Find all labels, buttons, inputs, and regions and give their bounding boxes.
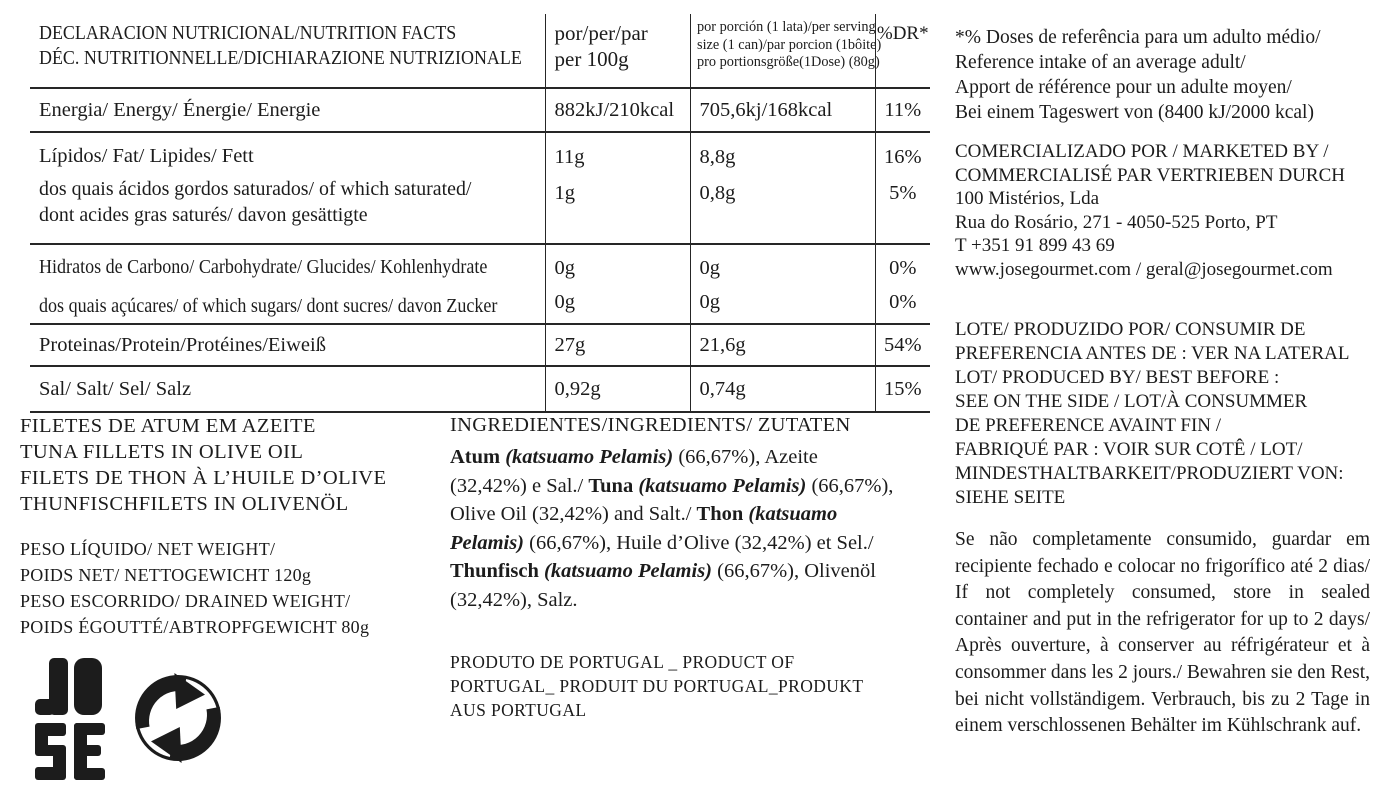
fat-serving: 8,8g — [699, 146, 736, 168]
ingredient-segment: (katsuamo Pelamis) — [544, 560, 712, 583]
protein-serving: 21,6g — [690, 324, 875, 366]
saturated-per100: 1g — [554, 182, 575, 204]
protein-row — [30, 324, 930, 366]
fat-dr: 16% — [883, 146, 922, 168]
product-name-fr: FILETS DE THON À L’HUILE D’OLIVE — [20, 467, 387, 489]
fat-per100: 11g — [554, 146, 585, 168]
table-title-cell — [30, 14, 545, 88]
table-title-line1: DECLARACION NUTRICIONAL/NUTRITION FACTS — [39, 23, 457, 44]
col-header-dr-percent: %DR* — [875, 14, 930, 88]
marketed-by-block: COMERCIALIZADO POR / MARKETED BY / COMMERCIALISÉ PAR VERTRIEBEN DURCH 100 Mistérios, Lda Rua do Rosário, 271 - 4050-525 Porto, PT T +351 91 899 43 69 www.josegourmet.com / geral@josegourmet.com — [955, 141, 1345, 280]
protein-per100: 27g — [545, 324, 690, 366]
product-name-pt: FILETES DE ATUM EM AZEITE — [20, 415, 316, 437]
carbs-label: Hidratos de Carbono/ Carbohydrate/ Glucides/ Kohlenhydrate — [39, 256, 488, 278]
energy-label: Energia/ Energy/ Énergie/ Energie — [30, 88, 545, 132]
fat-sublabel: dos quais ácidos gordos saturados/ of which saturated/ dont acides gras saturés/ davon gesättigte — [39, 178, 472, 226]
table-title-line2: DÉC. NUTRITIONNELLE/DICHIARAZIONE NUTRIZIONALE — [39, 47, 522, 69]
lot-best-before-block: LOTE/ PRODUZIDO POR/ CONSUMIR DE PREFERENCIA ANTES DE : VER NA LATERAL LOT/ PRODUCED BY/ BEST BEFORE : SEE ON THE SIDE / LOT/À CONSUMMER DE PREFERENCE AVAINT FIN / FABRIQUÉ PAR : VOIR SUR COTÊ / LOT/ MINDESTHALTBARKEIT/PRODUZIERT VON: SIEHE SEITE — [955, 319, 1350, 508]
ingredient-segment: Thunfisch — [450, 560, 545, 583]
ingredient-segment: Thon — [696, 503, 749, 526]
product-name-de: THUNFISCHFILETS IN OLIVENÖL — [20, 493, 349, 515]
protein-label: Proteinas/Protein/Protéines/Eiweiß — [30, 324, 545, 366]
ingredients-heading: INGREDIENTES/INGREDIENTS/ ZUTATEN — [450, 414, 851, 436]
ingredients-paragraph — [450, 443, 897, 615]
carbs-per100-cell — [545, 244, 690, 324]
ingredient-segment: Atum — [450, 446, 506, 468]
ingredient-segment: Tuna — [588, 474, 639, 497]
energy-dr: 11% — [875, 88, 930, 132]
energy-row — [30, 88, 930, 132]
storage-instructions: Se não completamente consumido, guardar em recipiente fechado e colocar no frigorífico até 2 dias/ If not completely consumed, store in sealed container and put in the refrigerator for up to 2 days/ Après ouverture, à conserver au réfrigérateur et à consommer dans les 2 jours./ Bewahren sie den Rest, bei nicht vollständigem. Verbrauch, bis zu 2 Tage in einem verschlossenen Behälter im Kühlschrank auf. — [955, 529, 1370, 737]
fat-serving-cell — [690, 132, 875, 244]
saturated-dr: 5% — [889, 182, 917, 204]
fat-label-cell — [30, 132, 545, 244]
carbs-dr-cell — [875, 244, 930, 324]
reference-intake-note: *% Doses de referência para um adulto médio/ Reference intake of an average adult/ Apport de référence pour un adulte moyen/ Bei einem Tageswert von (8400 kJ/2000 kcal) — [955, 27, 1321, 123]
carbs-label-cell — [30, 244, 545, 324]
energy-per100: 882kJ/210kcal — [545, 88, 690, 132]
sugars-label: dos quais açúcares/ of which sugars/ dont sucres/ davon Zucker — [39, 294, 498, 317]
energy-serving: 705,6kj/168kcal — [690, 88, 875, 132]
fat-label: Lípidos/ Fat/ Lipides/ Fett — [39, 145, 254, 167]
ingredient-segment: (66,67%), Olivenöl (32,42%), Salz. — [450, 560, 876, 611]
ingredient-segment: (katsuamo Pelamis) — [450, 503, 838, 554]
fat-row — [30, 132, 930, 244]
fat-per100-cell — [545, 132, 690, 244]
carbohydrate-row — [30, 244, 930, 324]
salt-per100: 0,92g — [545, 366, 690, 412]
product-name-block — [20, 413, 386, 517]
green-dot-recycling-icon — [133, 673, 223, 763]
country-of-origin-block: PRODUTO DE PORTUGAL _ PRODUCT OF PORTUGAL_ PRODUIT DU PORTUGAL_PRODUKT AUS PORTUGAL — [450, 652, 864, 720]
ingredient-segment: (katsuamo Pelamis) — [505, 446, 674, 468]
salt-row — [30, 366, 930, 412]
jose-brand-logo — [35, 658, 105, 780]
col-header-per100g: por/per/par per 100g — [545, 14, 690, 88]
salt-dr: 15% — [875, 366, 930, 412]
weight-block: PESO LÍQUIDO/ NET WEIGHT/ POIDS NET/ NETTOGEWICHT 120g PESO ESCORRIDO/ DRAINED WEIGHT/ POIDS ÉGOUTTÉ/ABTROPFGEWICHT 80g — [20, 536, 369, 640]
sugars-per100: 0g — [554, 291, 575, 313]
protein-dr: 54% — [875, 324, 930, 366]
carbs-serving: 0g — [699, 257, 720, 279]
ingredient-segment: (66,67%), Olive Oil (32,42%) and Salt./ — [450, 474, 894, 526]
col-header-per-serving: por porción (1 lata)/per serving size (1 can)/par porcion (1bôite) pro portionsgröße(1Dose) (80g) — [690, 14, 875, 88]
carbs-serving-cell — [690, 244, 875, 324]
carbs-dr: 0% — [889, 257, 917, 279]
fat-dr-cell — [875, 132, 930, 244]
ingredient-segment: (66,67%), Azeite (32,42%) e Sal./ — [450, 446, 818, 497]
sugars-dr: 0% — [889, 291, 917, 313]
website-email-text: www.josegourmet.com / geral@josegourmet.com — [955, 258, 1333, 280]
product-name-en: TUNA FILLETS IN OLIVE OIL — [20, 441, 304, 463]
carbs-per100: 0g — [554, 257, 575, 279]
ingredient-segment: (katsuamo Pelamis) — [638, 474, 807, 497]
salt-label: Sal/ Salt/ Sel/ Salz — [30, 366, 545, 412]
table-header-row — [30, 14, 930, 88]
sugars-serving: 0g — [699, 291, 720, 313]
drained-weight-value: POIDS ÉGOUTTÉ/ABTROPFGEWICHT 80g — [20, 617, 370, 637]
salt-serving: 0,74g — [690, 366, 875, 412]
nutrition-table — [30, 14, 930, 413]
saturated-serving: 0,8g — [699, 182, 736, 204]
ingredient-segment: (66,67%), Huile d’Olive (32,42%) et Sel./ — [524, 531, 874, 554]
net-weight-value: POIDS NET/ NETTOGEWICHT 120g — [20, 565, 312, 585]
